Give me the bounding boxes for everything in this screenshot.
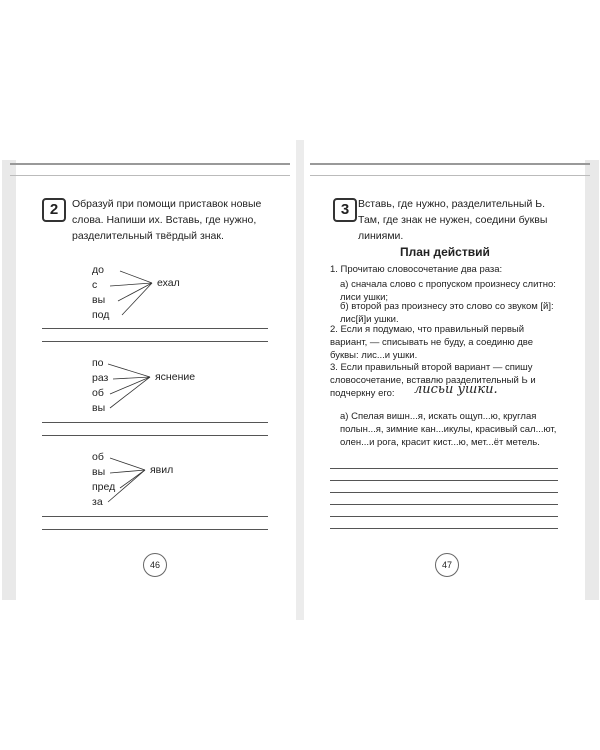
root: яснение	[155, 371, 196, 383]
page-number: 47	[435, 553, 459, 577]
plan-item-3: 3. Если правильный второй вариант — спишу словосочетание, вставлю разделительный Ь и подчеркну его:	[330, 362, 536, 399]
prefix: за	[92, 496, 103, 508]
prefix: до	[92, 264, 104, 276]
prefix: с	[92, 279, 98, 291]
plan-item-1: 1. Прочитаю словосочетание два раза:	[330, 264, 503, 275]
root: явил	[150, 464, 174, 476]
prefix: раз	[92, 372, 109, 384]
prefix: об	[92, 451, 104, 463]
plan-item-1a: а) сначала слово с пропуском произнесу слитно: лиси ушки;	[340, 279, 556, 303]
handwritten-example: лисьи ушки.	[414, 382, 498, 397]
writing-line[interactable]	[330, 516, 558, 517]
writing-line[interactable]	[330, 492, 558, 493]
prefix: пред	[92, 481, 116, 493]
writing-line[interactable]	[42, 529, 268, 530]
prefix: вы	[92, 294, 106, 306]
writing-line[interactable]	[42, 516, 268, 517]
page-number: 46	[143, 553, 167, 577]
prefix: вы	[92, 402, 106, 414]
task-2-number: 2	[42, 198, 66, 222]
prefix: под	[92, 309, 110, 321]
task-3-number: 3	[333, 198, 357, 222]
root: ехал	[157, 277, 180, 289]
exercise-a: а) Спелая вишн...я, искать ощуп...ю, круглая полын...я, зимние кан...икулы, красивый сал...ют, олен...и рога, красит кист...ю, мет...ёт метель.	[340, 411, 557, 448]
writing-line[interactable]	[330, 480, 558, 481]
task-2-instruction: Образуй при помощи приставок новые слова. Напиши их. Вставь, где нужно, разделительный твёрдый знак.	[72, 198, 262, 242]
plan-title: План действий	[400, 245, 490, 259]
prefix: об	[92, 387, 104, 399]
writing-line[interactable]	[330, 468, 558, 469]
prefix: по	[92, 357, 104, 369]
prefix: вы	[92, 466, 106, 478]
task-3-instruction: Вставь, где нужно, разделительный Ь. Там, где знак не нужен, соедини буквы линиями.	[358, 198, 548, 242]
writing-line[interactable]	[330, 528, 558, 529]
plan-item-2: 2. Если я подумаю, что правильный первый вариант, — списывать не буду, а соединю две буквы: лис...и ушки.	[330, 324, 534, 361]
plan-item-1b: б) второй раз произнесу это слово со звуком [й]: лис[й]и ушки.	[340, 301, 554, 325]
writing-line[interactable]	[330, 504, 558, 505]
